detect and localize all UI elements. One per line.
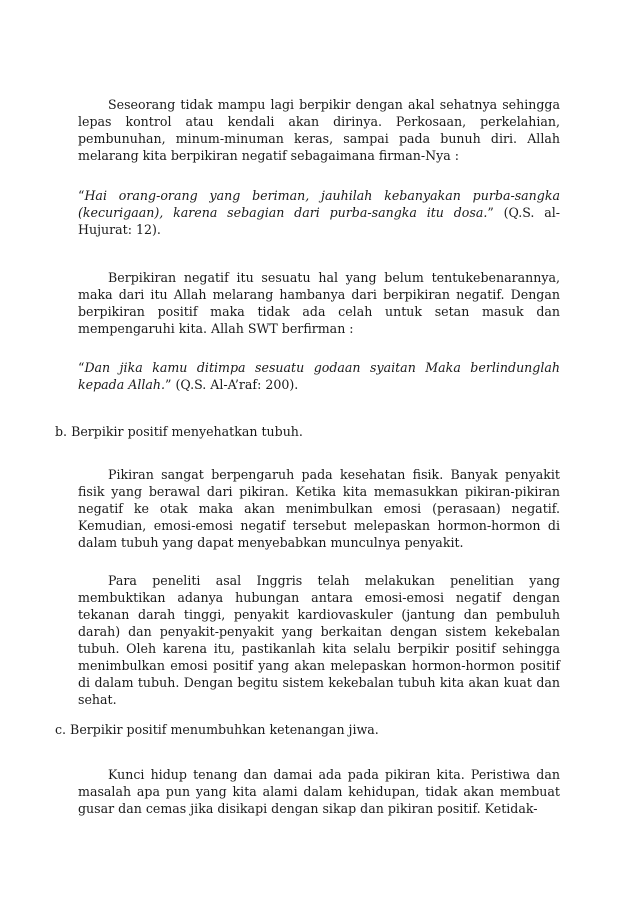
- paragraph-1-text: Seseorang tidak mampu lagi berpikir dengan akal sehatnya sehingga lepas kontrol atau kendali akan dirinya. Perkosaan, perkelahian, pembunuhan, minum-minuman keras, sampai pada bunuh diri. Allah melarang kita berpikiran negatif sebagaimana firman-Nya :: [78, 97, 560, 163]
- paragraph-4: [78, 572, 560, 708]
- quote-2: [78, 359, 560, 393]
- heading-c: c. Berpikir positif menumbuhkan ketenangan jiwa.: [55, 722, 379, 737]
- paragraph-5-text: Kunci hidup tenang dan damai ada pada pikiran kita. Peristiwa dan masalah apa pun yang kita alami dalam kehidupan, tidak akan membuat gusar dan cemas jika disikapi dengan sikap dan pikiran positif. Ketidak-: [78, 767, 560, 816]
- paragraph-5: [78, 766, 560, 817]
- paragraph-2-text: Berpikiran negatif itu sesuatu hal yang belum tentukebenarannya, maka dari itu Allah melarang hambanya dari berpikiran negatif. Dengan berpikiran positif maka tidak ada celah untuk setan masuk dan mempengaruhi kita. Allah SWT berfirman :: [78, 270, 560, 336]
- quote-1-text: Hai orang-orang yang beriman, jauhilah kebanyakan purba-sangka (kecurigaan), karena sebagian dari purba-sangka itu dosa.: [78, 188, 560, 220]
- quote-2-text: Dan jika kamu ditimpa sesuatu godaan syaitan Maka berlindunglah kepada Allah.: [78, 360, 560, 392]
- quote-2-reference: ” (Q.S. Al-A’raf: 200).: [165, 377, 299, 392]
- paragraph-3: [78, 466, 560, 551]
- paragraph-2: [78, 269, 560, 337]
- quote-1-open: “: [78, 188, 85, 203]
- paragraph-3-text: Pikiran sangat berpengaruh pada kesehatan fisik. Banyak penyakit fisik yang berawal dari pikiran. Ketika kita memasukkan pikiran-pikiran negatif ke otak maka akan menimbulkan emosi (perasaan) negatif. Kemudian, emosi-emosi negatif tersebut melepaskan hormon-hormon di dalam tubuh yang dapat menyebabkan munculnya penyakit.: [78, 467, 560, 550]
- paragraph-4-text: Para peneliti asal Inggris telah melakukan penelitian yang membuktikan adanya hubungan antara emosi-emosi negatif dengan tekanan darah tinggi, penyakit kardiovaskuler (jantung dan pembuluh darah) dan penyakit-penyakit yang berkaitan dengan sistem kekebalan tubuh. Oleh karena itu, pastikanlah kita selalu berpikir positif sehingga menimbulkan emosi positif yang akan melepaskan hormon-hormon positif di dalam tubuh. Dengan begitu sistem kekebalan tubuh kita akan kuat dan sehat.: [78, 573, 560, 707]
- heading-b: b. Berpikir positif menyehatkan tubuh.: [55, 424, 303, 439]
- quote-2-open: “: [78, 360, 85, 375]
- quote-1-reference: ” (Q.S. al- Hujurat: 12).: [78, 205, 561, 237]
- quote-1: [78, 187, 560, 238]
- paragraph-1: [78, 96, 560, 164]
